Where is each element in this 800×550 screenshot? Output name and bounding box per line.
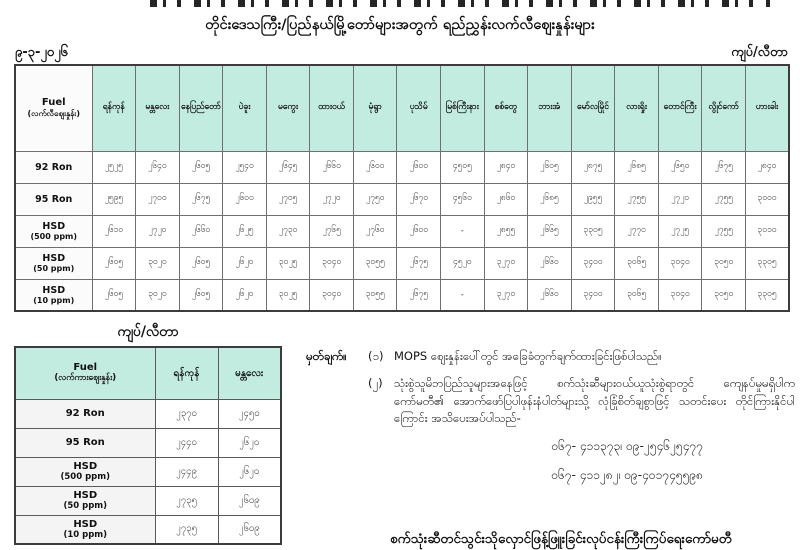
city-column-header: ဘားအံ [528,65,572,151]
price-value-cell: ၂၇၃၅ [155,486,218,515]
price-value-cell: ၂၇၅၅ [702,183,746,215]
fuel-type-sublabel: (10 ppm) [33,295,75,305]
note-1-number: (၁) [368,349,384,363]
price-value-cell: ၂၆၄၅ [266,151,310,183]
fuel-price-row [15,428,281,457]
price-value-cell: ၃၀၂၅ [266,279,310,311]
price-value-cell: ၃၄၀၀ [571,279,615,311]
fuel-price-row [15,515,281,544]
price-value-cell: ၃၀၄၀ [658,279,702,311]
price-value-cell: ၂၆၀၅ [92,279,136,311]
price-value-cell: ၂၆၀၉ [218,515,281,544]
price-value-cell: ၃၀၂၀ [136,279,180,311]
price-value-cell: ၂၇၃၀ [266,215,310,247]
fuel-type-label: 95 Ron [15,428,155,457]
price-value-cell: ၂၆၂၅ [223,215,267,247]
price-value-cell: ၂၇၂၀ [310,183,354,215]
fuel-type-sublabel: (50 ppm) [63,501,108,511]
city-column-header: ပဲခူး [223,65,267,151]
price-value-cell: ၂၄၄၀ [155,428,218,457]
price-value-cell: ၂၇၆၀ [353,215,397,247]
price-value-cell: ၂၄၅၀ [218,399,281,428]
price-value-cell: ၂၅၂၅ [92,151,136,183]
city-column-header: ဟားခါး [745,65,789,151]
fuel-subheader-text: (လက်ကားဈေးနှုန်း) [54,372,117,383]
price-value-cell: ၂၅၉၅ [92,183,136,215]
fuel-header-text: Fuel [73,361,98,373]
city-column-header: လားရှိုး [615,65,659,151]
fuel-type-label: HSD (50 ppm) [15,247,92,279]
fuel-header-text: Fuel [41,96,66,108]
price-value-cell: ၂၈၄၀ [484,151,528,183]
price-value-cell: ၃၀၆၅ [615,279,659,311]
city-column-header: ရန်ကုန် [155,347,218,399]
price-value-cell: ၂၆၂၀ [223,279,267,311]
price-value-cell: ၂၆၀၀ [353,151,397,183]
date-label: ၉-၃-၂၀၂၆ [15,45,68,60]
price-value-cell: ၂၆၇၀ [397,183,441,215]
city-column-header: မြစ်ကြီးနား [441,65,485,151]
price-value-cell: ၃၀၅၀ [702,279,746,311]
retail-price-table [14,64,790,312]
fuel-type-label: 92 Ron [15,151,92,183]
fuel-price-row [15,399,281,428]
note-2-spacer [306,375,368,428]
price-value-cell: ၂၆၇၅ [702,151,746,183]
retail-table-body [15,151,789,311]
price-value-cell: ၂၆၆၀ [310,151,354,183]
notes-section [306,348,795,494]
price-value-cell: ၃၀၂၀ [136,247,180,279]
price-value-cell: ၂၆၂၀ [218,457,281,486]
city-column-header: နေပြည်တော် [179,65,223,151]
fuel-price-row [15,183,789,215]
fuel-type-sublabel: (500 ppm) [60,472,110,482]
price-value-cell: ၃၀၄၀ [310,279,354,311]
city-column-header: တောင်ကြီး [658,65,702,151]
price-value-cell: ၃၀၅၅ [353,247,397,279]
price-value-cell: ၂၆၀၅ [179,151,223,183]
price-value-cell: ၂၈၄၀ [745,151,789,183]
price-value-cell: ၂၆၀၀ [397,151,441,183]
price-value-cell: - [441,279,485,311]
committee-footer: စက်သုံးဆီတင်သွင်းသိုလှောင်ဖြန့်ဖြူးခြင်းလုပ်ငန်းကြီးကြပ်ရေးကော်မတီ [390,531,732,547]
price-value-cell: ၂၆၂၀ [223,247,267,279]
wholesale-price-table [14,346,282,545]
price-value-cell: ၂၇၂၅ [658,215,702,247]
price-value-cell: ၂၆၅၀ [658,151,702,183]
fuel-price-row [15,279,789,311]
price-value-cell: ၃၃၀၅ [571,215,615,247]
price-value-cell: ၂၇၃၅ [155,515,218,544]
fuel-price-row [15,151,789,183]
price-value-cell: ၂၆၀၅ [179,279,223,311]
price-value-cell: ၂၄၄၉ [155,457,218,486]
city-column-header: ပုသိမ် [397,65,441,151]
price-value-cell: ၃၀၅၅ [353,279,397,311]
hotline-number-1: ဝ၆၇- ၄၁၁၃၇၃၊ ဝ၉-၂၅၄၆၂၅၄၇၇ [551,439,703,454]
fuel-type-label: HSD (10 ppm) [15,515,155,544]
city-column-header: စစ်တွေ [484,65,528,151]
price-value-cell: ၂၆၂၀ [218,428,281,457]
price-value-cell: ၂၆၇၅ [179,183,223,215]
price-value-cell: ၂၆၆၅ [528,215,572,247]
price-value-cell: ၂၆၈၅ [528,183,572,215]
price-value-cell: ၂၆၀၀ [223,183,267,215]
note-1-text: MOPS ဈေးနှုန်းပေါ်တွင် အခြေခံတွက်ချက်ထားခြင်းဖြစ်ပါသည်။ [394,349,662,363]
fuel-price-row [15,215,789,247]
price-value-cell: ၃၀၀၀ [745,183,789,215]
fuel-type-label: 95 Ron [15,183,92,215]
fuel-type-label: HSD (500 ppm) [15,457,155,486]
price-value-cell: ၄၅၆၀ [441,183,485,215]
price-value-cell: ၂၆၀၀ [397,215,441,247]
fuel-type-sublabel: (10 ppm) [63,529,108,540]
price-value-cell: ၂၇၅၅ [702,215,746,247]
price-value-cell: ၂၅၄၀ [223,151,267,183]
price-value-cell: ၂၇၀၀ [136,183,180,215]
price-value-cell: ၂၆၆၀ [528,247,572,279]
fuel-price-row [15,457,281,486]
price-value-cell: ၂၆၀၅ [179,247,223,279]
price-value-cell: ၃၀၄၀ [658,247,702,279]
city-column-header: မန္တလေး [136,65,180,151]
price-value-cell: ၂၈၆၀ [484,183,528,215]
price-value-cell: ၃၀၆၅ [615,247,659,279]
price-value-cell: ၃၀၄၀ [310,247,354,279]
clipped-top-text-fragments [150,0,770,7]
page-title: တိုင်းဒေသကြီး/ပြည်နယ်မြို့တော်များအတွက် ရည်ညွှန်းလက်လီဈေးနှုန်းများ [205,17,595,33]
price-value-cell: ၂၆၀၅ [92,247,136,279]
clipped-text-marks [150,0,770,7]
price-value-cell: ၂၇၀၅ [266,183,310,215]
fuel-type-label: HSD (10 ppm) [15,279,92,311]
wholesale-header-row [15,347,281,399]
fuel-price-row [15,247,789,279]
price-value-cell: ၂၆၆၀ [179,215,223,247]
wholesale-table-body [15,399,281,544]
price-value-cell: ၃၀၂၅ [266,247,310,279]
note-2 [306,375,795,428]
price-value-cell: ၂၇၂၀ [658,183,702,215]
price-value-cell: ၂၇၂၀ [136,215,180,247]
city-column-header: လွိုင်ကော် [702,65,746,151]
price-value-cell: ၂၆၀၅ [528,151,572,183]
price-value-cell: ၂၆၁၀ [92,215,136,247]
city-column-header: မော်လမြိုင် [571,65,615,151]
price-value-cell: ၃၃၀၅ [745,247,789,279]
price-value-cell: ၂၆၈၅ [615,151,659,183]
price-value-cell: - [441,215,485,247]
price-value-cell: ၂၃၇၀ [155,399,218,428]
price-value-cell: ၂၆၆၀ [528,279,572,311]
price-value-cell: ၂၈၇၅ [571,151,615,183]
hotline-number-2: ဝ၆၇- ၄၁၁၂၈၂၊ ဝ၉-၄၀၁၇၄၅၅၉၈ [551,467,703,482]
city-column-header: ရန်ကုန် [92,65,136,151]
fuel-subheader-text: (လက်လီဈေးနှုန်း) [27,108,80,118]
notes-label: မှတ်ချက်။ [306,349,347,363]
price-value-cell: ၃၀၅၀ [702,247,746,279]
fuel-type-label: 92 Ron [15,399,155,428]
price-value-cell: ၂၈၅၅ [484,215,528,247]
price-value-cell: ၂၉၅၅ [571,183,615,215]
price-value-cell: ၄၅၀၅ [441,151,485,183]
fuel-type-label: HSD (50 ppm) [15,486,155,515]
price-value-cell: ၂၆၀၉ [218,486,281,515]
note-2-text: သုံးစွဲသူမိဘပြည်သူများအနေဖြင့် စက်သုံးဆီများဝယ်ယူသုံးစွဲရာတွင် ကျေနပ်မှုမရှိပါက ကော်မတီ၏ အောက်ဖော်ပြပါဖုန်းနံပါတ်များသို့ လုံခြုံစိတ်ချစွာဖြင့် သတင်းပေး တိုင်ကြားနိုင်ပါကြောင်း အသိပေးအပ်ပါသည်- [394,375,795,426]
price-value-cell: ၂၆၇၅ [397,247,441,279]
price-value-cell: ၂၇၆၅ [310,215,354,247]
city-column-header: မန္တလေး [218,347,281,399]
city-column-header: မုံရွာ [353,65,397,151]
price-value-cell: ၂၇၇၀ [615,215,659,247]
fuel-price-row [15,486,281,515]
note-2-number: (၂) [368,375,383,390]
price-value-cell: ၃၃၀၅ [745,279,789,311]
fuel-column-header [15,65,92,151]
price-value-cell: ၂၇၅၅ [615,183,659,215]
price-value-cell: ၄၅၂၀ [441,247,485,279]
unit-label-top: ကျပ်/လီတာ [731,45,788,60]
price-value-cell: ၃၀၁၀ [745,215,789,247]
price-value-cell: ၃၂၇၀ [484,279,528,311]
price-value-cell: ၂၆၇၅ [397,279,441,311]
price-value-cell: ၃၄၀၀ [571,247,615,279]
fuel-column-header [15,347,155,399]
hotline-numbers [306,437,795,484]
fuel-type-sublabel: (50 ppm) [33,264,75,273]
price-value-cell: ၂၇၅၀ [353,183,397,215]
city-column-header: မကွေး [266,65,310,151]
note-1 [306,348,795,366]
fuel-type-sublabel: (500 ppm) [30,232,78,241]
price-value-cell: ၃၂၇၀ [484,247,528,279]
city-column-header: ထားဝယ် [310,65,354,151]
unit-label-mid: ကျပ်/လီတာ [117,324,179,340]
price-value-cell: ၂၆၄၀ [136,151,180,183]
fuel-type-label: HSD (500 ppm) [15,215,92,247]
retail-header-row [15,65,789,151]
